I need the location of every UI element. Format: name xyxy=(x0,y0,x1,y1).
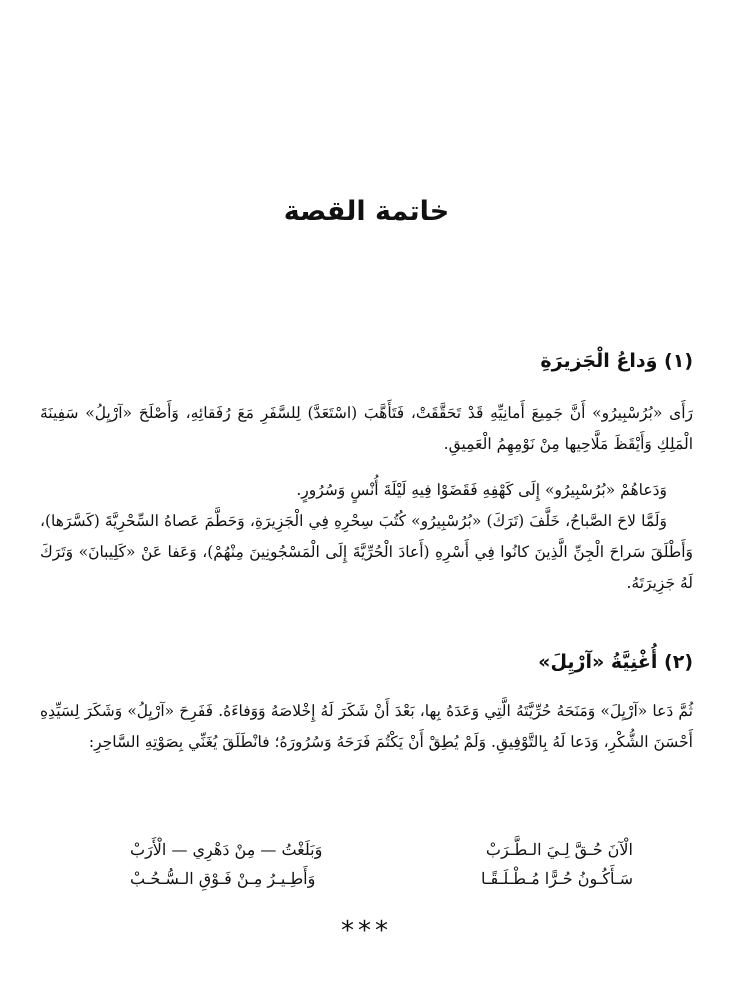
book-page xyxy=(40,0,693,1000)
poem-verse xyxy=(130,864,633,893)
paragraph: وَدَعاهُمْ «بُرُسْبِيرُو» إِلَى كَهْفِهِ فَقَضَوْا فِيهِ لَيْلَةَ أُنْسٍ وَسُرُورٍ. xyxy=(296,481,667,499)
poem xyxy=(130,835,633,893)
page-title: خاتمة القصة xyxy=(283,196,450,227)
section-heading-song: (٢) أُغْنِيَّةُ «آرْيِلَ» xyxy=(538,651,693,673)
section-heading-farewell: (١) وَداعُ الْجَزيرَةِ xyxy=(540,350,693,372)
paragraph: رَأَى «بُرُسْبِيرُو» أَنَّ جَمِيعَ أَمانِيِّهِ قَدْ تَحَقَّقَتْ، فَتَأَهَّبَ (اسْتَعَدَّ) لِلسَّفَرِ مَعَ رُفَقائِهِ، وَأَصْلَحَ «آرْيِلُ» سَفِينَةَ الْمَلِكِ وَأَيْقَظَ مَلَّاحِيها مِنْ نَوْمِهِمُ الْعَمِيقِ. xyxy=(40,404,693,453)
paragraph: وَلَمَّا لاحَ الصَّباحُ، خَلَّفَ (تَرَكَ) «بُرُسْبِيرُو» كُتُبَ سِحْرِهِ فِي الْجَزِيرَةِ، وَحَطَّمَ عَصاهُ السِّحْرِيَّةَ (كَسَّرَها)، وَأَطْلَقَ سَراحَ الْجِنِّ الَّذِينَ كانُوا فِي أَسْرِهِ (أَعادَ الْحُرِّيَّةَ إِلَى الْمَسْجُونِينَ مِنْهُمْ)، وَعَفا عَنْ «كَلِيبانَ» وَتَرَكَ لَهُ جَزِيرَتَهُ. xyxy=(40,512,693,592)
paragraph: ثُمَّ دَعا «آرْيِلَ» وَمَنَحَهُ حُرِّيَّتَهُ الَّتِي وَعَدَهُ بِها، بَعْدَ أَنْ شَكَرَ لَهُ إِخْلاصَهُ وَوَفاءَهُ. فَفَرِحَ «آرْيِلُ» وَشَكَرَ لِسَيِّدِهِ أَحْسَنَ الشُّكْرِ، وَدَعا لَهُ بِالتَّوْفِيقِ. وَلَمْ يُطِقْ أَنْ يَكْتُمَ فَرَحَهُ وَسُرُورَهُ؛ فانْطَلَقَ يُغَنِّي بِصَوْتِهِ السَّاحِرِ: xyxy=(40,702,693,751)
section-separator: *** xyxy=(341,916,392,946)
poem-second-hemistich: وَبَلَغْتُ — مِنْ دَهْرِي — الْأَرَبْ xyxy=(130,840,323,859)
poem-first-hemistich: سَـأَكُـونُ حُـرًّا مُـطْـلَـقًـا xyxy=(480,869,633,888)
poem-first-hemistich: الْآنَ حُـقَّ لِـيَ الـطَّـرَبْ xyxy=(485,840,633,859)
poem-verse xyxy=(130,835,633,864)
poem-second-hemistich: وَأَطِـيـرُ مِـنْ فَـوْقِ الـسُّـحُـبْ xyxy=(130,869,316,888)
